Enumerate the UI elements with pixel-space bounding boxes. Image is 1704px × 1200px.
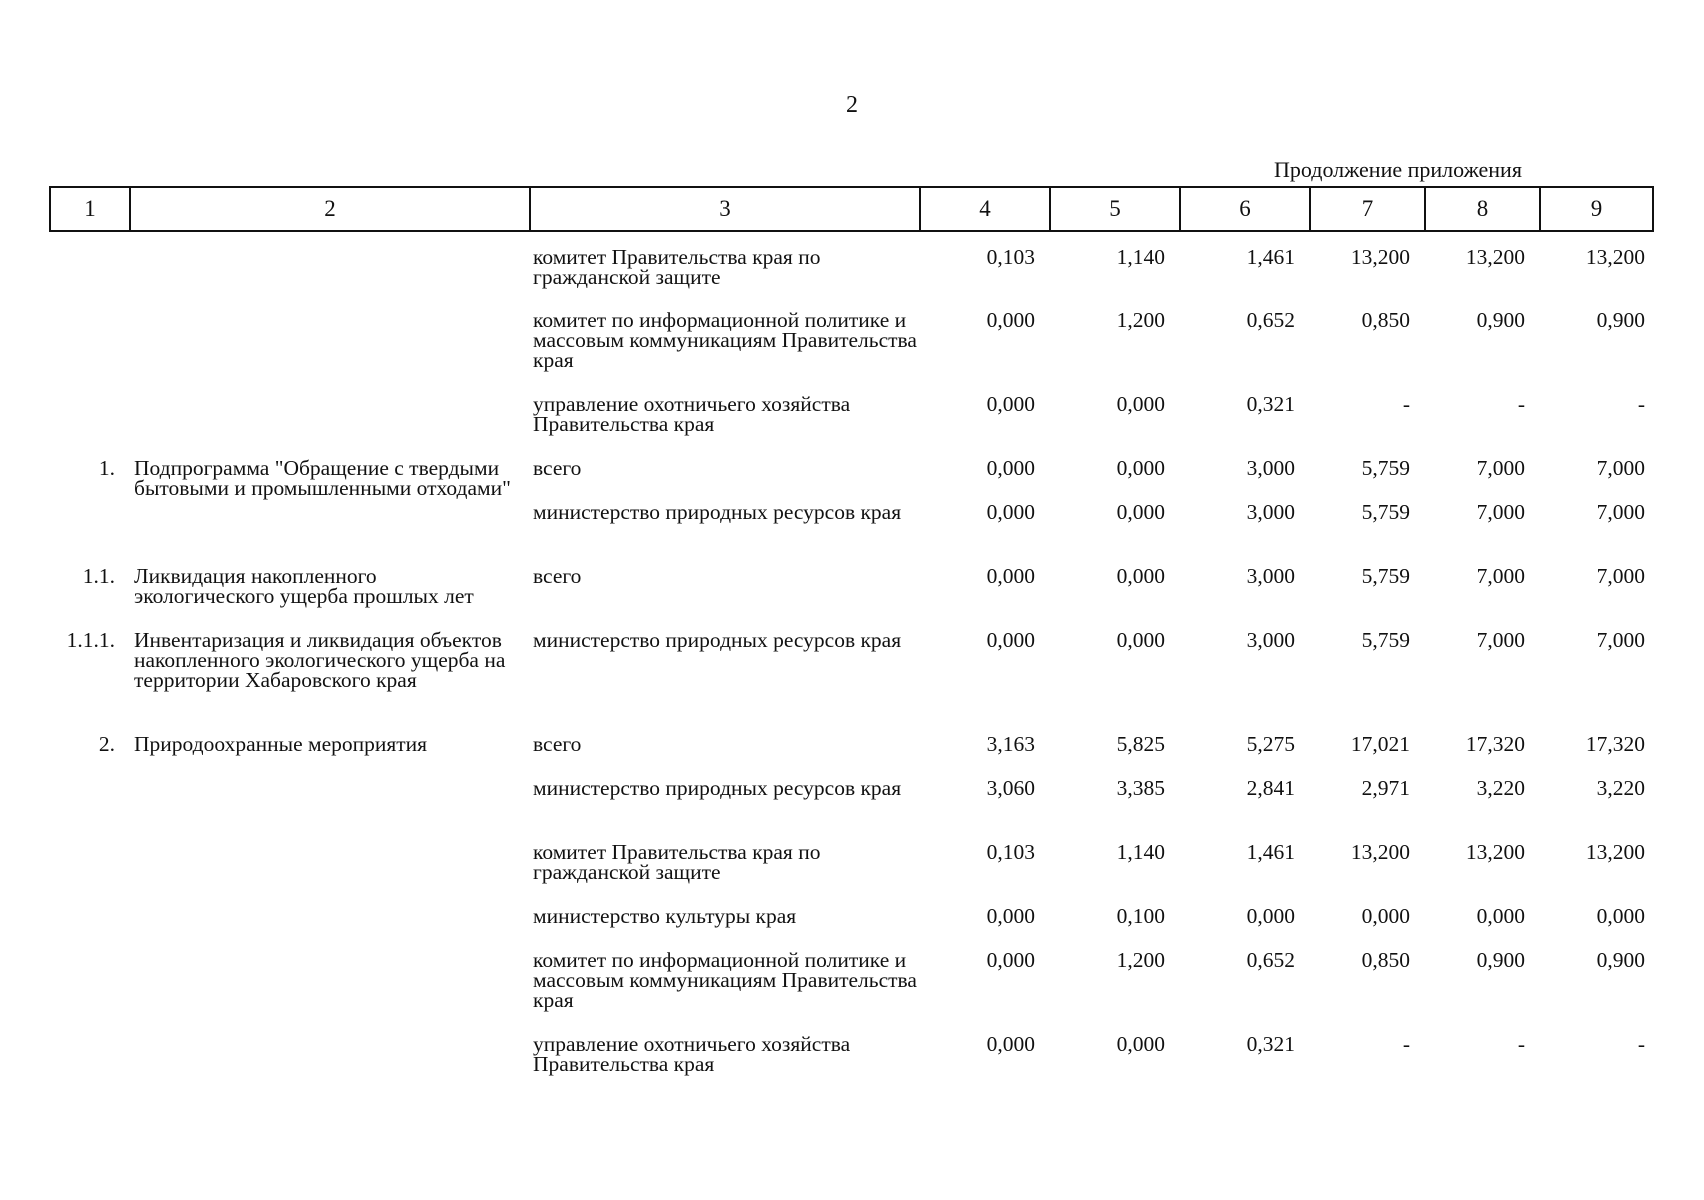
value-col-5: 0,000 [1116,500,1165,524]
value-col-8: 0,000 [1476,904,1525,928]
row-executor: министерство природных ресурсов края [533,628,902,652]
value-col-6: 0,652 [1246,308,1295,332]
value-col-5: 5,825 [1116,732,1165,756]
value-col-4: 0,000 [986,392,1035,416]
value-col-4: 0,000 [986,308,1035,332]
row-name: Ликвидация накопленного экологического ущерба прошлых лет [134,564,474,608]
value-col-8: 17,320 [1465,732,1525,756]
value-col-9: - [1637,392,1645,416]
header-cell-4: 4 [919,188,1049,230]
value-col-9: 17,320 [1585,732,1645,756]
value-col-7: 5,759 [1361,456,1410,480]
header-cell-6: 6 [1179,188,1309,230]
row-executor: всего [533,732,582,756]
value-col-5: 0,000 [1116,456,1165,480]
value-col-5: 1,200 [1116,308,1165,332]
value-col-9: 0,900 [1596,948,1645,972]
row-executor: всего [533,456,582,480]
value-col-9: 7,000 [1596,628,1645,652]
value-col-6: 5,275 [1246,732,1295,756]
value-col-9: 13,200 [1585,245,1645,269]
value-col-4: 0,000 [986,456,1035,480]
value-col-6: 1,461 [1246,245,1295,269]
value-col-9: 7,000 [1596,564,1645,588]
value-col-6: 2,841 [1246,776,1295,800]
value-col-4: 0,103 [986,245,1035,269]
value-col-7: 0,850 [1361,308,1410,332]
value-col-9: 0,000 [1596,904,1645,928]
value-col-7: 13,200 [1350,245,1410,269]
header-cell-3: 3 [529,188,919,230]
row-executor: комитет по информационной политике и массовым коммуникациям Правительства края [533,308,917,372]
row-executor: комитет Правительства края по гражданской защите [533,840,821,884]
value-col-8: 7,000 [1476,500,1525,524]
value-col-5: 1,200 [1116,948,1165,972]
value-col-6: 0,321 [1246,1032,1295,1056]
row-number: 2. [98,732,115,756]
value-col-8: 7,000 [1476,564,1525,588]
value-col-8: 7,000 [1476,456,1525,480]
row-number: 1.1.1. [66,628,115,652]
value-col-4: 3,163 [986,732,1035,756]
value-col-8: 13,200 [1465,245,1525,269]
value-col-8: - [1517,392,1525,416]
row-executor: комитет по информационной политике и массовым коммуникациям Правительства края [533,948,917,1012]
row-name: Подпрограмма "Обращение с твердыми бытовыми и промышленными отходами" [134,456,511,500]
value-col-9: 7,000 [1596,500,1645,524]
value-col-4: 0,103 [986,840,1035,864]
header-cell-7: 7 [1309,188,1424,230]
row-name: Природоохранные мероприятия [134,732,428,756]
row-number: 1. [98,456,115,480]
value-col-8: 3,220 [1476,776,1525,800]
value-col-6: 3,000 [1246,500,1295,524]
value-col-8: 7,000 [1476,628,1525,652]
value-col-7: 2,971 [1361,776,1410,800]
value-col-4: 0,000 [986,904,1035,928]
value-col-8: 0,900 [1476,308,1525,332]
row-executor: управление охотничьего хозяйства Правительства края [533,1032,851,1076]
value-col-9: 0,900 [1596,308,1645,332]
value-col-9: 3,220 [1596,776,1645,800]
header-cell-2: 2 [129,188,529,230]
value-col-9: 13,200 [1585,840,1645,864]
value-col-7: 5,759 [1361,628,1410,652]
value-col-7: - [1402,392,1410,416]
value-col-6: 1,461 [1246,840,1295,864]
value-col-6: 0,000 [1246,904,1295,928]
value-col-6: 0,652 [1246,948,1295,972]
value-col-5: 0,000 [1116,628,1165,652]
value-col-5: 3,385 [1116,776,1165,800]
value-col-4: 0,000 [986,948,1035,972]
value-col-7: 0,850 [1361,948,1410,972]
row-executor: министерство культуры края [533,904,797,928]
value-col-5: 0,000 [1116,392,1165,416]
row-executor: министерство природных ресурсов края [533,500,902,524]
value-col-7: 5,759 [1361,500,1410,524]
value-col-8: - [1517,1032,1525,1056]
value-col-6: 3,000 [1246,628,1295,652]
header-cell-8: 8 [1424,188,1539,230]
value-col-7: - [1402,1032,1410,1056]
row-executor: всего [533,564,582,588]
value-col-7: 5,759 [1361,564,1410,588]
value-col-6: 3,000 [1246,564,1295,588]
value-col-4: 3,060 [986,776,1035,800]
value-col-5: 1,140 [1116,840,1165,864]
value-col-5: 0,000 [1116,1032,1165,1056]
row-executor: комитет Правительства края по гражданской защите [533,245,821,289]
value-col-9: 7,000 [1596,456,1645,480]
value-col-9: - [1637,1032,1645,1056]
row-executor: министерство природных ресурсов края [533,776,902,800]
value-col-6: 0,321 [1246,392,1295,416]
value-col-8: 13,200 [1465,840,1525,864]
value-col-5: 0,000 [1116,564,1165,588]
value-col-4: 0,000 [986,500,1035,524]
value-col-7: 17,021 [1350,732,1410,756]
value-col-6: 3,000 [1246,456,1295,480]
value-col-8: 0,900 [1476,948,1525,972]
row-executor: управление охотничьего хозяйства Правительства края [533,392,851,436]
continuation-label: Продолжение приложения [1274,157,1522,182]
value-col-4: 0,000 [986,1032,1035,1056]
row-number: 1.1. [82,564,115,588]
value-col-5: 1,140 [1116,245,1165,269]
header-cell-1: 1 [84,196,96,221]
value-col-7: 0,000 [1361,904,1410,928]
header-cell-5: 5 [1049,188,1179,230]
value-col-4: 0,000 [986,564,1035,588]
page-number: 2 [846,92,858,118]
row-name: Инвентаризация и ликвидация объектов накопленного экологического ущерба на территории Хабаровского края [134,628,506,692]
value-col-7: 13,200 [1350,840,1410,864]
value-col-4: 0,000 [986,628,1035,652]
header-cell-9: 9 [1539,188,1652,230]
value-col-5: 0,100 [1116,904,1165,928]
